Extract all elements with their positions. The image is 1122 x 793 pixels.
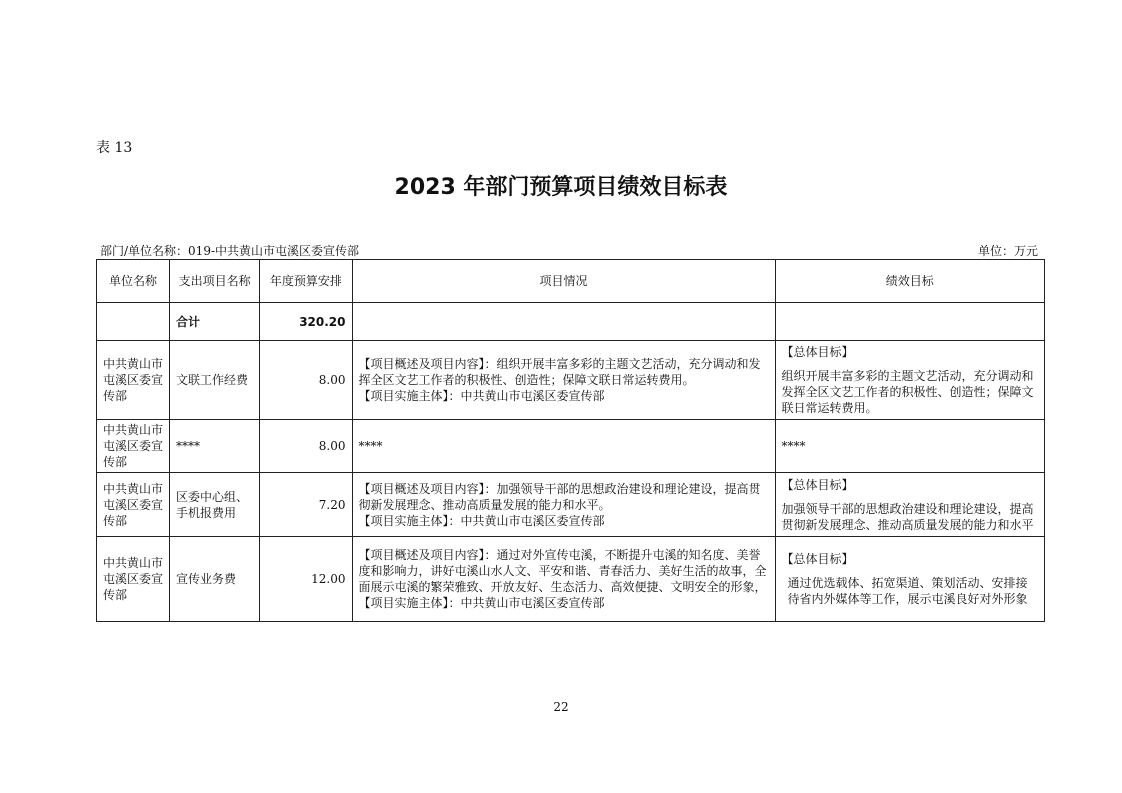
- row-info-content: 【项目概述及项目内容】：加强领导干部的思想政治建设和理论建设，提高贯彻新发展理念、推动高质量发展的能力和水平。: [358, 481, 761, 512]
- page-number: 22: [553, 700, 569, 714]
- page-title: 2023 年部门预算项目绩效目标表: [394, 175, 728, 200]
- row-unit: 中共黄山市屯溪区委宣传部: [97, 341, 170, 420]
- row-goal: [775, 341, 1045, 420]
- row-info-content: 【项目概述及项目内容】：通过对外宣传屯溪，不断提升屯溪的知名度、美誉度和影响力，讲好屯溪山水人文、平安和谐、青春活力、美好生活的故事，全面展示屯溪的繁荣雅致、开放友好、生态活力、高效便捷、文明安全的形象，: [358, 548, 767, 594]
- row-amount: 8.00: [260, 341, 352, 420]
- header-goal: 绩效目标: [775, 260, 1045, 303]
- row-amount: 7.20: [260, 473, 352, 537]
- header-row: [97, 260, 1045, 303]
- performance-table: [96, 259, 1045, 622]
- table-row: [97, 473, 1045, 537]
- table-row: [97, 341, 1045, 420]
- row-item: 宣传业务费: [170, 537, 260, 622]
- row-item: 区委中心组、手机报费用: [170, 473, 260, 537]
- row-goal-title: 【总体目标】: [781, 552, 854, 566]
- row-info: [352, 341, 775, 420]
- row-amount: 8.00: [260, 420, 352, 473]
- row-info: ****: [352, 420, 775, 473]
- row-info: [352, 537, 775, 622]
- row-info-subject: 【项目实施主体】：中共黄山市屯溪区委宣传部: [358, 513, 605, 528]
- row-unit: 中共黄山市屯溪区委宣传部: [97, 537, 170, 622]
- row-unit: 中共黄山市屯溪区委宣传部: [97, 420, 170, 473]
- table-row: [97, 420, 1045, 473]
- table-row: [97, 537, 1045, 622]
- row-goal: [775, 537, 1045, 622]
- row-info-subject: 【项目实施主体】：中共黄山市屯溪区委宣传部: [358, 596, 605, 610]
- table-number: 表 13: [96, 140, 133, 156]
- row-goal-title: 【总体目标】: [781, 345, 854, 359]
- row-unit: 中共黄山市屯溪区委宣传部: [97, 473, 170, 537]
- row-goal: ****: [775, 420, 1045, 473]
- total-amount: 320.20: [260, 303, 352, 341]
- total-row: [97, 303, 1045, 341]
- row-goal-content: 通过优选载体、拓宽渠道、策划活动、安排接待省内外媒体等工作，展示屯溪良好对外形象: [787, 576, 1028, 606]
- header-info: 项目情况: [352, 260, 775, 303]
- row-info-subject: 【项目实施主体】：中共黄山市屯溪区委宣传部: [358, 389, 605, 403]
- row-goal-content: 加强领导干部的思想政治建设和理论建设，提高贯彻新发展理念、推动高质量发展的能力和水平: [781, 501, 1034, 532]
- unit-label: 单位：万元: [977, 244, 1038, 258]
- row-item: ****: [170, 420, 260, 473]
- row-item: 文联工作经费: [170, 341, 260, 420]
- row-info: [352, 473, 775, 537]
- row-goal-title: 【总体目标】: [781, 477, 854, 492]
- header-item: 支出项目名称: [170, 260, 260, 303]
- row-goal: [775, 473, 1045, 537]
- row-info-content: 【项目概述及项目内容】：组织开展丰富多彩的主题文艺活动，充分调动和发挥全区文艺工作者的积极性、创造性；保障文联日常运转费用。: [358, 357, 761, 387]
- total-label: 合计: [170, 303, 260, 341]
- department-label: 部门/单位名称：019-中共黄山市屯溪区委宣传部: [100, 244, 360, 258]
- header-unit: 单位名称: [97, 260, 170, 303]
- header-amount: 年度预算安排: [260, 260, 352, 303]
- row-amount: 12.00: [260, 537, 352, 622]
- row-goal-content: 组织开展丰富多彩的主题文艺活动，充分调动和发挥全区文艺工作者的积极性、创造性；保障文联日常运转费用。: [781, 369, 1034, 415]
